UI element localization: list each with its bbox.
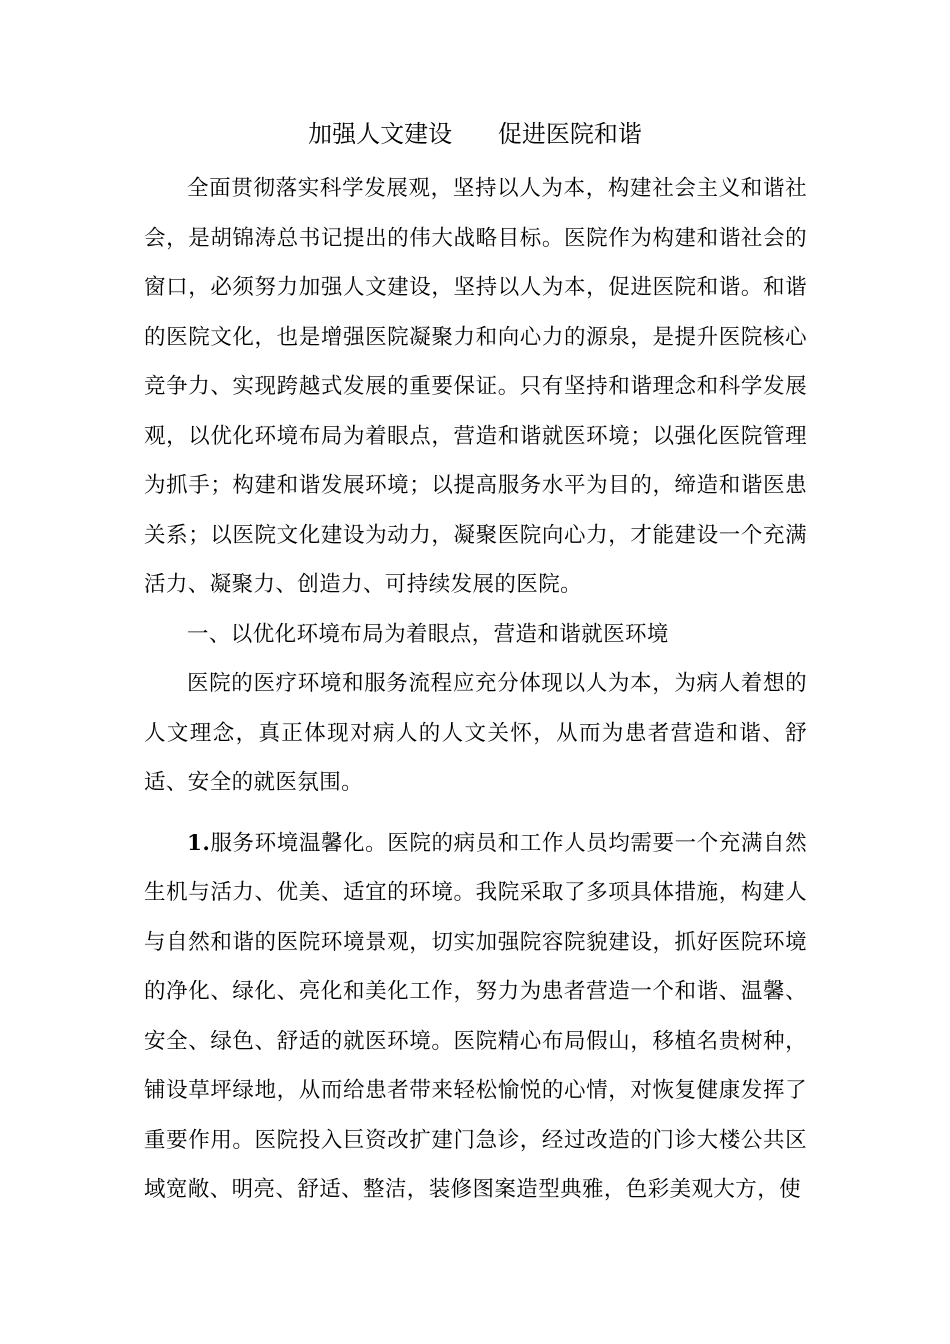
item-number: 1. — [187, 830, 211, 856]
section-heading: 一、以优化环境布局为着眼点，营造和谐就医环境 — [187, 621, 669, 647]
section-paragraph: 医院的医疗环境和服务流程应充分体现以人为本，为病人着想的人文理念，真正体现对病人的人文关怀，从而为患者营造和谐、舒适、安全的就医氛围。 — [144, 671, 807, 795]
numbered-item — [144, 819, 807, 1215]
intro-paragraph: 全面贯彻落实科学发展观，坚持以人为本，构建社会主义和谐社会，是胡锦涛总书记提出的伟大战略目标。医院作为构建和谐社会的窗口，必须努力加强人文建设，坚持以人为本，促进医院和谐。和谐的医院文化，也是增强医院凝聚力和向心力的源泉，是提升医院核心竞争力、实现跨越式发展的重要保证。只有坚持和谐理念和科学发展观，以优化环境布局为着眼点，营造和谐就医环境；以强化医院管理为抓手；构建和谐发展环境；以提高服务水平为目的，缔造和谐医患关系；以医院文化建设为动力，凝聚医院向心力，才能建设一个充满活力、凝聚力、创造力、可持续发展的医院。 — [144, 176, 807, 597]
document-body — [144, 164, 807, 1215]
item-text: 服务环境温馨化。医院的病员和工作人员均需要一个充满自然生机与活力、优美、适宜的环境。我院采取了多项具体措施，构建人与自然和谐的医院环境景观，切实加强院容院貌建设，抓好医院环境的净化、绿化、亮化和美化工作，努力为患者营造一个和谐、温馨、安全、绿色、舒适的就医环境。医院精心布局假山，移植名贵树种，铺设草坪绿地，从而给患者带来轻松愉悦的心情，对恢复健康发挥了重要作用。医院投入巨资改扩建门急诊，经过改造的门诊大楼公共区域宽敞、明亮、舒适、整洁，装修图案造型典雅，色彩美观大方，使 — [144, 830, 807, 1202]
document-title: 加强人文建设 促进医院和谐 — [308, 120, 642, 148]
